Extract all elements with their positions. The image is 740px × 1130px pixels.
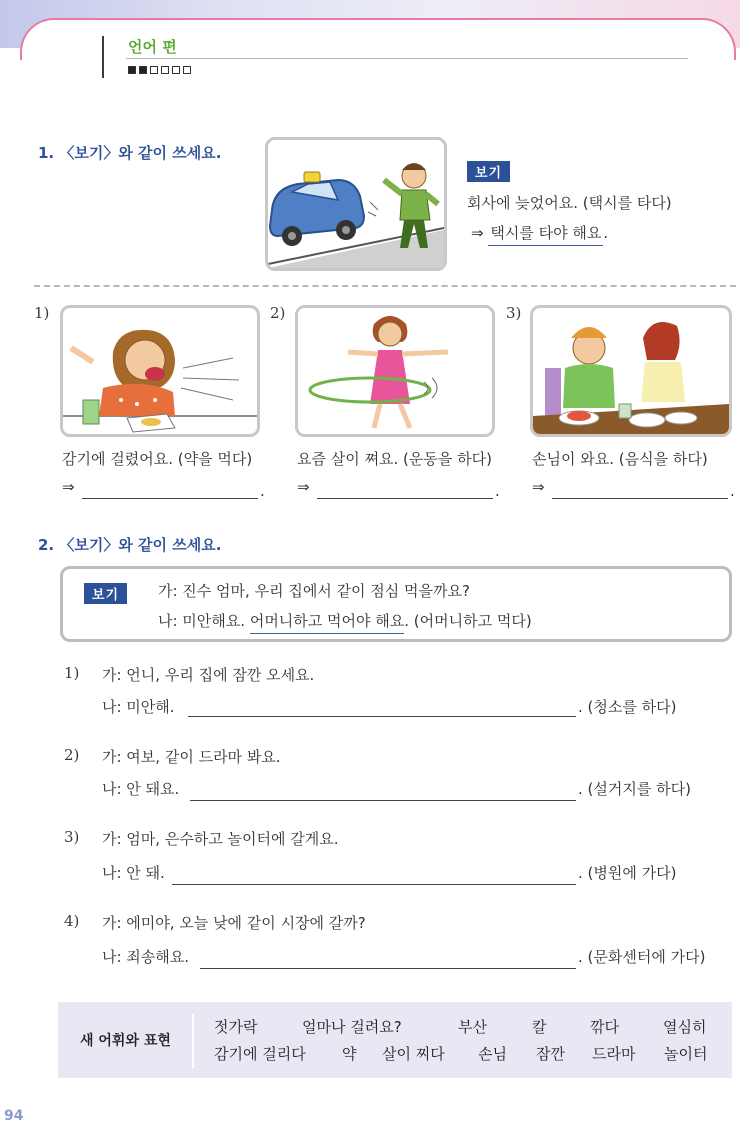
period: .: [260, 482, 265, 500]
section-title: 언어 편: [128, 38, 177, 56]
example-line-b-prefix: 나: 미안해요.: [158, 612, 246, 630]
period: .: [730, 482, 735, 500]
dialog-line-b: 나: 안 돼.: [102, 864, 165, 882]
answer-blank[interactable]: [172, 884, 576, 885]
progress-square: [183, 66, 191, 74]
item-number: 3): [64, 828, 80, 846]
example-answer: 택시를 타야 해요: [488, 224, 603, 246]
vocab-word: 드라마: [592, 1045, 636, 1063]
dialog-line-a: 가: 에미야, 오늘 낮에 같이 시장에 갈까?: [102, 914, 366, 932]
dialog-line-b: 나: 미안해.: [102, 698, 175, 716]
example-badge: 보기: [84, 583, 127, 604]
vocab-word: 열심히: [663, 1018, 707, 1036]
dialog-line-a: 가: 여보, 같이 드라마 봐요.: [102, 748, 281, 766]
vocab-word: 얼마나 걸려요?: [302, 1018, 402, 1036]
answer-blank[interactable]: [552, 498, 728, 499]
item-number: 1): [64, 664, 80, 682]
arrow-icon: ⇒: [532, 478, 545, 496]
vocab-word: 약: [342, 1045, 357, 1063]
vocab-word: 부산: [458, 1018, 487, 1036]
period: .: [495, 482, 500, 500]
example-badge: 보기: [467, 161, 510, 182]
item-number: 1): [34, 304, 50, 322]
sneezing-woman-illustration: [60, 305, 260, 437]
example-answer: 어머니하고 먹어야 해요: [250, 612, 404, 634]
item-sentence: 손님이 와요. (음식을 하다): [532, 450, 708, 468]
arrow-icon: ⇒: [297, 478, 310, 496]
vocab-word: 칼: [532, 1018, 547, 1036]
example-line-a: 가: 진수 엄마, 우리 집에서 같이 점심 먹을까요?: [158, 582, 470, 600]
vocab-word: 살이 찌다: [382, 1045, 445, 1063]
item-sentence: 감기에 걸렸어요. (약을 먹다): [62, 450, 253, 468]
example-sentence: 회사에 늦었어요. (택시를 타다): [467, 194, 672, 212]
vocab-word: 놀이터: [664, 1045, 708, 1063]
hula-hoop-woman-illustration: [295, 305, 495, 437]
vocab-word: 손님: [478, 1045, 507, 1063]
taxi-illustration: [265, 137, 447, 271]
item-number: 2): [270, 304, 286, 322]
progress-square: [150, 66, 158, 74]
progress-squares: [128, 66, 191, 74]
arrow-icon: ⇒: [62, 478, 75, 496]
dialog-line-b: 나: 죄송해요.: [102, 948, 190, 966]
page-number: 94: [4, 1108, 24, 1124]
vocab-word: 감기에 걸리다: [214, 1045, 306, 1063]
example-hint: . (어머니하고 먹다): [404, 612, 532, 630]
answer-blank[interactable]: [317, 498, 493, 499]
answer-blank[interactable]: [200, 968, 576, 969]
dashed-separator: [34, 285, 736, 287]
dialog-hint: . (청소를 하다): [578, 698, 677, 716]
progress-square: [128, 66, 136, 74]
arrow-icon: ⇒: [471, 224, 484, 242]
item-number: 3): [506, 304, 522, 322]
dialog-line-a: 가: 엄마, 은수하고 놀이터에 갈게요.: [102, 830, 339, 848]
dialog-hint: . (병원에 가다): [578, 864, 677, 882]
dialog-line-b: 나: 안 돼요.: [102, 780, 180, 798]
exercise-2-title: 2. 〈보기〉와 같이 쓰세요.: [38, 536, 222, 554]
item-number: 2): [64, 746, 80, 764]
item-number: 4): [64, 912, 80, 930]
dialog-hint: . (문화센터에 가다): [578, 948, 706, 966]
progress-square: [172, 66, 180, 74]
period: .: [603, 224, 609, 242]
progress-square: [161, 66, 169, 74]
vocab-word: 잠깐: [536, 1045, 565, 1063]
progress-square: [139, 66, 147, 74]
exercise-1-title: 1. 〈보기〉와 같이 쓰세요.: [38, 144, 222, 162]
guests-dinner-illustration: [530, 305, 732, 437]
dialog-line-a: 가: 언니, 우리 집에 잠깐 오세요.: [102, 666, 315, 684]
answer-blank[interactable]: [82, 498, 258, 499]
dialog-hint: . (설거지를 하다): [578, 780, 691, 798]
example-answer-line: [471, 222, 608, 243]
answer-blank[interactable]: [190, 800, 576, 801]
vocabulary-divider: [192, 1014, 194, 1068]
vocab-word: 깎다: [590, 1018, 619, 1036]
vocab-word: 젓가락: [214, 1018, 258, 1036]
header-divider: [102, 36, 104, 78]
item-sentence: 요즘 살이 쪄요. (운동을 하다): [297, 450, 492, 468]
vocabulary-label: 새 어휘와 표현: [80, 1033, 171, 1049]
example-line-b: [158, 610, 532, 631]
header-card-fill: [14, 60, 740, 110]
answer-blank[interactable]: [188, 716, 576, 717]
header-rule: [126, 58, 688, 59]
